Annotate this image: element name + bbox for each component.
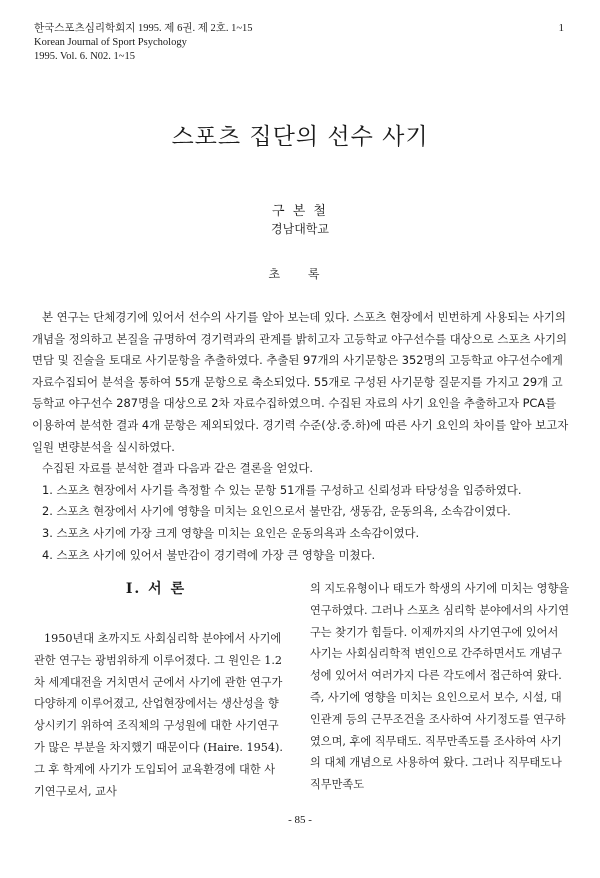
journal-volume: 1995. Vol. 6. N02. 1~15 [34, 51, 135, 62]
finding-item: 1. 스포츠 현장에서 사기를 측정할 수 있는 문항 51개를 구성하고 신뢰성과 타당성을 입증하였다. [42, 482, 522, 497]
body-paragraph: 의 지도유형이나 태도가 학생의 사기에 미치는 영향을 연구하였다. 그러나 스포츠 심리학 분야에서의 사기연구는 찾기가 힘들다. 이제까지의 사기연구에 있어서 사기는 사회심리학적 변인으로 간주하면서도 개념구성에 있어서 여러가지 다른 각도에서 접근하여 왔다. 즉, 사기에 영향을 미치는 요인으로서 보수, 시설, 대인관계 등의 근무조건을 조사하여 사기정도를 연구하였으며, 후에 직무태도. 직무만족도를 조사하여 사기의 대체 개념으로 사용하여 왔다. 그러나 직무태도나 직무만족도 [310, 582, 570, 792]
section-heading: Ⅰ. 서 론 [125, 581, 187, 597]
body-paragraph: 1950년대 초까지도 사회심리학 분야에서 사기에 관한 연구는 광범위하게 이루어졌다. 그 원인은 1.2차 세계대전을 거치면서 군에서 사기에 관한 연구가 다양하게 이루어졌고, 산업현장에서는 생산성을 향상시키기 위하여 조직체의 구성원에 대한 사기연구가 많은 부분을 차지했기 때문이다 (Haire. 1954). 그 후 학계에 사기가 도입되어 교육환경에 대한 사기연구로서, 교사 [34, 632, 283, 798]
journal-title-english: Korean Journal of Sport Psychology [34, 37, 187, 48]
abstract-body: 본 연구는 단체경기에 있어서 선수의 사기를 알아 보는데 있다. 스포츠 현장에서 빈번하게 사용되는 사기의 개념을 정의하고 본질을 규명하여 경기력과의 관계를 밝히고자 고등학교 야구선수를 대상으로 스포츠 사기의 면담 및 진술을 토대로 사기문항을 추출하였다. 추출된 97개의 사기문항은 352명의 고등학교 야구선수에게 자료수집되어 분석을 통하여 55개 문항으로 축소되었다. 55개로 구성된 사기문항 질문지를 가지고 29개 고등학교 야구선수 287명을 대상으로 2차 자료수집하였으며. 수집된 자료의 사기 요인을 추출하고자 PCA를 이용하여 분석한 결과 4개 문항은 제외되었다. 경기력 수준(상.중.하)에 따른 사기 요인의 차이를 알아 보고자 일원 변량분석을 실시하였다. [32, 310, 569, 454]
journal-header [34, 22, 253, 64]
body-column-left [34, 628, 284, 802]
page-footer-number: - 85 - [288, 814, 312, 826]
abstract-heading: 초 록 [268, 267, 332, 281]
finding-item: 3. 스포츠 사기에 가장 크게 영향을 미치는 요인은 운동의욕과 소속감이였다. [42, 525, 420, 540]
findings-list [32, 480, 570, 566]
author-name: 구 본 철 [272, 204, 328, 219]
abstract [32, 307, 570, 566]
paper-title: 스포츠 집단의 선수 사기 [171, 124, 429, 150]
finding-item: 4. 스포츠 사기에 있어서 불만감이 경기력에 가장 큰 영향을 미쳤다. [42, 547, 376, 562]
body-column-right [310, 578, 570, 796]
journal-title-korean: 한국스포츠심리학회지 1995. 제 6권. 제 2호. 1~15 [34, 23, 253, 34]
author-affiliation: 경남대학교 [271, 222, 329, 236]
finding-item: 2. 스포츠 현장에서 사기에 영향을 미치는 요인으로서 불만감, 생동감, 운동의욕, 소속감이였다. [42, 504, 511, 519]
page-number: 1 [558, 22, 564, 34]
abstract-intro: 수집된 자료를 분석한 결과 다음과 같은 결론을 얻었다. [42, 461, 314, 476]
